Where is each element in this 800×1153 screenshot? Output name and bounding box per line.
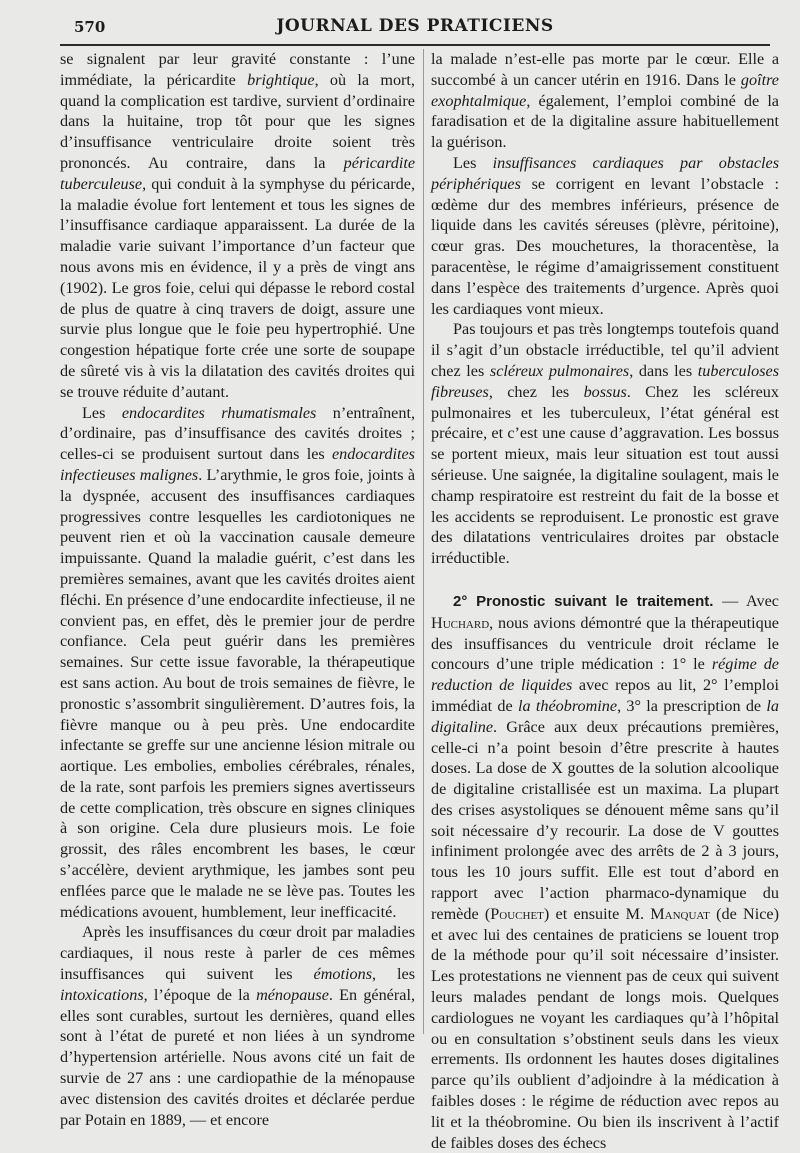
italic-term: la digitaline <box>431 696 779 736</box>
italic-term: bossus <box>583 382 627 401</box>
italic-term: goître exophtalmique <box>431 70 779 110</box>
author-name: Manquat <box>650 904 710 923</box>
italic-term: ménopause <box>256 985 329 1004</box>
paragraph-endocarditis: Les endocardites rhumatismales n’entraînent, d’ordinaire, pas d’insuffisance des cavités droites ; celles-ci se produisent surtout dans les endocardites infectieuses malignes. L’arythmie, le gros foie, joints à la dyspnée, accusent des insuffisances cardiaques progressives contre lesquelles les cardiotoniques ne peuvent rien et où la vaccination causale demeure impuissante. Quand la maladie guérit, c’est dans les premières semaines, avant que les cavités droites aient fléchi. En présence d’une endocardite infectieuse, il ne convient pas, en effet, dès le premier jour de perdre confiance. Cela peut guérir dans les premières semaines. Sur cette issue favorable, la thérapeutique est sans action. Au bout de trois semaines de fièvre, le pronostic s’assombrit singulièrement. D’autres fois, la fièvre manque ou à peu près. Une endocardite infectante se greffe sur une ancienne lésion mitrale ou aortique. Les embolies, embolies cérébrales, rénales, de la rate, sont parfois les premiers signes avertisseurs de cette complication, très obscure en signes cliniques à son origine. Cela dure plusieurs mois. Le foie grossit, des râles encombrent les bases, le cœur s’accélère, devient arythmique, les jambes sont peu enflées parce que le malade ne se lève pas. Toutes les médications avouent, humblement, leur inefficacité. <box>60 403 416 921</box>
italic-term: insuffisances cardiaques par obstacles périphériques <box>431 153 779 193</box>
author-name: Pouchet <box>490 904 544 923</box>
page-header <box>60 14 770 44</box>
paragraph-goitre: la malade n’est-elle pas morte par le cœur. Elle a succombé à un cancer utérin en 1916. Dans le goître exophtalmique, également, l’emploi combiné de la faradisation et de la digitaline assure habituellement la guérison. <box>431 50 779 152</box>
right-column <box>431 49 779 1153</box>
page-number: 570 <box>74 18 106 36</box>
running-title: JOURNAL DES PRATICIENS <box>276 16 554 36</box>
italic-term: tuberculoses fibreuses <box>431 361 779 401</box>
italic-term: scléreux pulmonaires <box>489 361 630 380</box>
paragraph-irreducible-obstacles: Pas toujours et pas très longtemps toutefois quand il s’agit d’un obstacle irréductible, tel qu’il advient chez les scléreux pulmonaires, dans les tuberculoses fibreuses, chez les bossus. Chez les scléreux pulmonaires et les tuberculeux, l’état général est précaire, et c’est une cause d’aggravation. Les bossus se portent mieux, mais leur situation est tout aussi sérieuse. Une saignée, la digitaline soulagent, mais le champ respiratoire est restreint du fait de la bosse et les accidents se reproduisent. Le pronostic est grave des dilatations ventriculaires droites par obstacle irréductible. <box>431 320 779 568</box>
paragraph-emotions-intoxications: Après les insuffisances du cœur droit par maladies cardiaques, il nous reste à parler de ces mêmes insuffisances qui suivent les émotions, les intoxications, l’époque de la ménopause. En général, elles sont curables, surtout les dernières, quand elles sont à l’état de pureté et non liées à un syndrome d’hypertension artérielle. Nous avons cité un fait de survie de 27 ans : une cardiopathie de la ménopause avec distension des cavités droites et déclarée perdue par Potain en 1889, — et encore <box>60 923 416 1129</box>
paragraph-pericarditis: se signalent par leur gravité constante : l’une immédiate, la péricardite brightique, où la mort, quand la complication est tardive, survient d’ordinaire dans la huitaine, trop tôt pour que les signes d’insuffisance ventriculaire droite soient très prononcés. Au contraire, dans la péricardite tuberculeuse, qui conduit à la symphyse du péricarde, la maladie évolue fort lentement et tous les signes de l’insuffisance cardiaque apparaissent. La durée de la maladie varie suivant l’importance d’un facteur que nous avons mis en évidence, il y a près de vingt ans (1902). Le gros foie, celui qui dépasse le rebord costal de plus de quatre à cinq travers de doigt, assure une survie plus longue que le foie peu hypertrophié. Une congestion hépatique forte crée une sorte de soupape de sûreté vis à vis la dilatation des cavités droites qui se trouve réduite d’autant. <box>60 50 415 401</box>
header-rule <box>60 44 770 46</box>
section-prognosis-treatment: 2° Pronostic suivant le traitement. — Avec Huchard, nous avions démontré que la thérapeutique des insuffisances du ventricule droit réclame le concours d’une triple médication : 1° le régime de reduction de liquides avec repos au lit, 2° l’emploi immédiat de la théobromine, 3° la prescription de la digitaline. Grâce aux deux précautions premières, celle-ci n’a point besoin d’être prescrite à hautes doses. La dose de X gouttes de la solution alcoolique de digitaline cristallisée est un maxima. La plupart des crises asystoliques se dénouent même sans qu’il soit nécessaire d’y recourir. La dose de V gouttes infiniment prolongée avec des arrêts de 2 à 3 jours, tous les 10 jours suffit. Elle est tout d’abord en rapport avec l’action pharmaco-dynamique du remède (Pouchet) et ensuite M. Manquat (de Nice) et avec lui des centaines de praticiens se louent trop de la méthode pour qu’il soit nécessaire d’insister. Les protestations ne viennent pas de ceux qui suivent leurs malades pendant de longs mois. Quelques cardiologues ne voyant les cardiaques qu’à l’hôpital ou en consultation s’obstinent seuls dans les vieux errements. Ils ordonnent les hautes doses digitalines parce qu’ils oublient d’adjoindre à la médication à faibles doses : le régime de réduction avec repos au lit et la théobromine. Ou bien ils inscrivent à l’actif de faibles doses des échecs <box>431 591 779 1152</box>
author-name: Huchard <box>431 613 490 632</box>
italic-term: endocardites rhumatismales <box>121 403 317 422</box>
italic-term: endocardites infectieuses malignes <box>60 445 415 484</box>
column-divider <box>423 49 424 1034</box>
paragraph-peripheral-obstacles: Les insuffisances cardiaques par obstacles périphériques se corrigent en levant l’obstacle : œdème dur des membres inférieurs, présence de liquide dans les cavités séreuses (plèvre, péritoine), cœur gras. Des mouchetures, la thoracentèse, la paracentèse, le régime d’amaigrissement constituent dans l’espèce des traitements d’urgence. Après quoi les cardiaques vont mieux. <box>431 153 779 318</box>
left-column <box>60 49 415 1130</box>
italic-term: péricardite tuberculeuse <box>60 153 415 193</box>
italic-term: régime de reduction de liquides <box>431 655 779 695</box>
italic-term: la théobromine <box>517 696 618 715</box>
italic-term: brightique <box>247 70 315 89</box>
italic-term: émotions <box>313 965 372 984</box>
section-heading: 2° Pronostic suivant le traitement. <box>453 592 714 610</box>
italic-term: intoxications <box>60 985 144 1004</box>
